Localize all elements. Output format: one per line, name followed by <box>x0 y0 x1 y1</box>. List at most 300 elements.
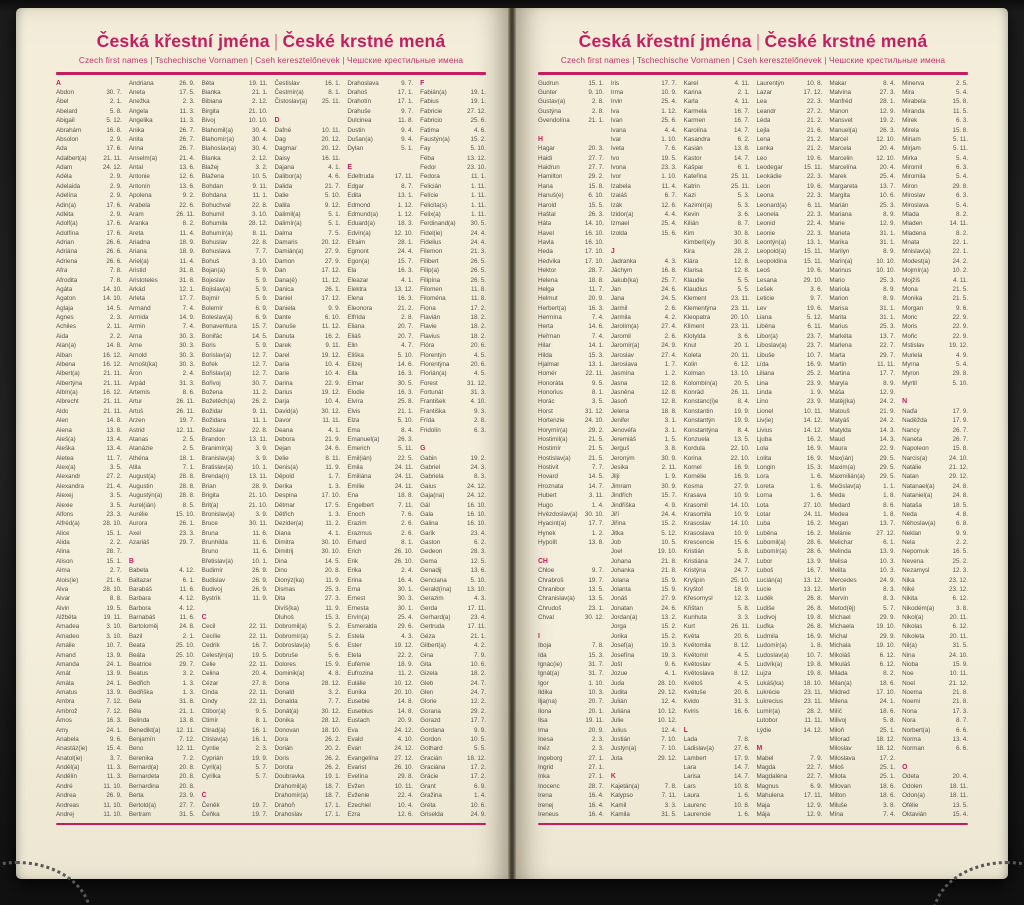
name-entry <box>684 641 750 650</box>
entry-name: Marika <box>829 239 848 247</box>
name-entry <box>902 472 968 481</box>
entry-date: 15. 11. <box>803 164 823 172</box>
name-entry <box>347 266 413 275</box>
name-entry <box>538 238 604 247</box>
entry-name: Jarolím(a) <box>610 323 639 331</box>
name-entry <box>274 219 340 228</box>
name-entry <box>684 219 750 228</box>
entry-name: Boris <box>201 342 216 350</box>
entry-date: 14. 10. <box>730 501 750 509</box>
entry-date: 13. 5. <box>588 595 604 603</box>
name-entry <box>274 707 340 716</box>
entry-name: Luďka <box>756 623 774 631</box>
name-entry <box>902 538 968 547</box>
entry-name: Hana <box>538 182 553 190</box>
entry-name: Běta <box>201 79 215 87</box>
entry-name: Ignát(a) <box>538 670 560 678</box>
name-entry <box>56 472 122 481</box>
name-entry <box>611 107 677 116</box>
name-entry <box>756 435 822 444</box>
name-entry <box>274 538 340 547</box>
entry-date: 9. 7. <box>810 295 823 303</box>
name-entry <box>684 510 750 519</box>
name-entry <box>347 782 413 791</box>
entry-date: 21. 11. <box>103 407 122 415</box>
entry-date: 26. 6. <box>106 248 122 256</box>
section-letter <box>538 135 604 144</box>
entry-name: Atanázie <box>128 445 153 453</box>
entry-name: Marta <box>829 351 846 359</box>
entry-date: 3. 8. <box>664 445 677 453</box>
name-entry <box>202 266 268 275</box>
entry-name: Norma <box>902 735 921 743</box>
entry-date: 16. 1. <box>252 726 268 734</box>
entry-name: Edeltruda <box>347 173 374 181</box>
name-entry <box>756 772 822 781</box>
name-entry <box>829 163 895 172</box>
entry-name: Heřman <box>538 332 561 340</box>
entry-name: Moris <box>902 323 918 331</box>
entry-date: 12. 8. <box>734 267 750 275</box>
entry-name: Nioba <box>902 660 919 668</box>
entry-date: 26. 8. <box>806 604 823 612</box>
name-entry <box>202 322 268 331</box>
entry-name: Leokádie <box>756 173 782 181</box>
entry-name: Ildika <box>538 689 553 697</box>
name-entry <box>902 182 968 191</box>
entry-name: Chrabroš <box>538 576 564 584</box>
entry-name: Oktavián <box>902 810 927 818</box>
name-entry <box>347 97 413 106</box>
entry-date: 7. 11. <box>398 501 414 509</box>
entry-date: 16. 12. <box>102 351 122 359</box>
name-column <box>129 79 195 820</box>
name-entry <box>684 266 750 275</box>
entry-date: 25. 3. <box>879 323 896 331</box>
entry-name: Květa <box>683 632 700 640</box>
entry-date: 2. 6. <box>401 529 414 537</box>
name-entry <box>902 238 968 247</box>
name-entry <box>347 763 413 772</box>
entry-name: Deana <box>274 426 293 434</box>
name-entry <box>902 557 968 566</box>
entry-name: Jiřina <box>610 520 626 528</box>
entry-date: 8. 9. <box>883 248 896 256</box>
entry-name: Lesana <box>756 276 777 284</box>
name-entry <box>902 613 968 622</box>
entry-date: 15. 9. <box>661 576 677 584</box>
entry-date: 25. 2. <box>806 370 823 378</box>
name-entry <box>274 594 340 603</box>
name-entry <box>829 679 895 688</box>
entry-date: 24. 2. <box>952 257 968 265</box>
name-entry <box>538 772 604 781</box>
entry-date: 16. 7. <box>252 642 268 650</box>
name-entry <box>756 379 822 388</box>
entry-date: 9. 7. <box>401 79 414 87</box>
name-entry <box>56 604 122 613</box>
entry-name: Eufrozina <box>347 670 374 678</box>
section-letter-label: G <box>420 445 426 453</box>
name-entry <box>538 482 604 491</box>
entry-date: 18. 10. <box>321 726 341 734</box>
name-entry <box>684 444 750 453</box>
entry-date: 20. 5. <box>734 379 750 387</box>
name-entry <box>829 107 895 116</box>
entry-date: 16. 3. <box>397 370 414 378</box>
entry-name: Lubomil(a) <box>756 539 786 547</box>
name-entry <box>202 688 268 697</box>
entry-name: Divíš(ka) <box>274 604 299 612</box>
entry-date: 19. 11. <box>585 717 604 725</box>
entry-name: Leo <box>756 154 767 162</box>
entry-name: Mnislav(a) <box>902 248 931 256</box>
entry-name: Artur <box>128 398 143 406</box>
entry-date: 8. 6. <box>182 389 195 397</box>
entry-name: Artuš <box>128 407 144 415</box>
name-entry <box>56 772 122 781</box>
entry-name: Baltazar <box>128 576 152 584</box>
entry-name: Axel <box>128 529 141 537</box>
entry-date: 18. 6. <box>879 792 896 800</box>
name-entry <box>56 88 122 97</box>
entry-date: 22. 3. <box>806 173 823 181</box>
entry-name: Ludvík(a) <box>756 660 783 668</box>
entry-name: Gizela <box>420 670 438 678</box>
entry-name: Gerhard(a) <box>420 614 451 622</box>
entry-date: 6. 8. <box>955 520 968 528</box>
name-entry <box>274 135 340 144</box>
entry-name: Alison <box>56 557 73 565</box>
entry-date: 7. 4. <box>591 332 604 340</box>
name-entry <box>202 219 268 228</box>
name-entry <box>274 679 340 688</box>
entry-name: Damon <box>274 257 295 265</box>
entry-date: 11. 3. <box>179 107 195 115</box>
entry-name: Jakub(ka) <box>610 276 639 284</box>
entry-date: 15. 3. <box>806 464 823 472</box>
name-entry <box>56 763 122 772</box>
entry-name: Dominik(a) <box>274 670 305 678</box>
entry-date: 18. 11. <box>949 792 968 800</box>
entry-date: 15. 7. <box>661 492 677 500</box>
entry-date: 23. 3. <box>179 529 195 537</box>
entry-date: 17. 5. <box>324 501 341 509</box>
name-entry <box>274 566 340 575</box>
name-entry <box>420 426 486 435</box>
entry-name: Dezider(a) <box>274 520 304 528</box>
entry-date: 18. 7. <box>324 782 341 790</box>
name-entry <box>129 397 195 406</box>
entry-name: Noema <box>902 689 923 697</box>
name-entry <box>756 660 822 669</box>
entry-date: 3. 11. <box>588 492 604 500</box>
entry-name: Daria <box>274 360 290 368</box>
entry-date: 2. 8. <box>473 417 486 425</box>
entry-name: Alice <box>56 529 70 537</box>
book-gutter <box>508 8 516 879</box>
entry-date: 15. 1. <box>106 557 122 565</box>
entry-date: 7. 12. <box>106 698 122 706</box>
name-entry <box>274 229 340 238</box>
entry-name: Esmeralda <box>347 623 377 631</box>
section-letter-label: C <box>201 614 207 622</box>
name-entry <box>56 482 122 491</box>
entry-name: Myrtil <box>902 379 917 387</box>
name-entry <box>202 772 268 781</box>
entry-name: Hermína <box>538 314 562 322</box>
name-entry <box>129 791 195 800</box>
name-entry <box>274 388 340 397</box>
name-entry <box>684 322 750 331</box>
name-entry <box>274 172 340 181</box>
entry-date: 31. 8. <box>179 276 195 284</box>
entry-name: Laurenc <box>683 801 707 809</box>
entry-name: Jarmila <box>610 314 631 322</box>
name-entry <box>202 482 268 491</box>
name-entry <box>129 407 195 416</box>
name-entry <box>756 360 822 369</box>
entry-date: 25. 10. <box>175 642 195 650</box>
entry-name: Dag <box>274 135 286 143</box>
name-entry <box>538 660 604 669</box>
name-entry <box>420 472 486 481</box>
name-entry <box>202 276 268 285</box>
entry-name: Denis(a) <box>274 464 298 472</box>
name-entry <box>829 501 895 510</box>
entry-name: Čestislav <box>274 79 300 87</box>
entry-name: Andreas <box>56 801 80 809</box>
entry-name: Klára <box>683 257 699 265</box>
entry-date: 29. 10. <box>803 276 823 284</box>
entry-name: Judita <box>610 689 628 697</box>
entry-name: Juliána <box>610 707 631 715</box>
name-entry <box>347 416 413 425</box>
entry-date: 13. 2. <box>661 614 677 622</box>
entry-name: Ignác(ie) <box>538 660 563 668</box>
entry-date: 18. 5. <box>952 501 968 509</box>
entry-date: 24. 6. <box>324 445 341 453</box>
entry-name: Myron <box>902 370 920 378</box>
name-entry <box>684 435 750 444</box>
name-entry <box>202 454 268 463</box>
entry-name: Andělín <box>56 773 78 781</box>
name-entry <box>129 772 195 781</box>
entry-date: 15. 6. <box>661 229 677 237</box>
entry-date: 25. 4. <box>661 98 677 106</box>
entry-date: 27. 1. <box>588 764 604 772</box>
name-entry <box>902 594 968 603</box>
entry-name: Chloe <box>538 567 555 575</box>
entry-name: Emiliána <box>347 473 372 481</box>
entry-date: 1. 2. <box>591 529 604 537</box>
name-entry <box>684 154 750 163</box>
entry-date: 11. 9. <box>325 464 341 472</box>
name-entry <box>129 388 195 397</box>
entry-name: Karina <box>683 89 702 97</box>
name-entry <box>902 313 968 322</box>
name-entry <box>902 379 968 388</box>
entry-name: Leon <box>756 182 771 190</box>
name-entry <box>274 529 340 538</box>
entry-date: 5. 4. <box>955 154 968 162</box>
entry-name: Mína <box>829 810 844 818</box>
name-entry <box>129 576 195 585</box>
entry-date: 9. 3. <box>473 407 486 415</box>
name-entry <box>756 79 822 88</box>
entry-date: 24. 12. <box>467 482 486 490</box>
name-entry <box>129 229 195 238</box>
entry-name: Lara <box>683 764 697 772</box>
name-entry <box>684 622 750 631</box>
name-entry <box>902 135 968 144</box>
entry-name: Izabela <box>610 182 631 190</box>
name-entry <box>538 641 604 650</box>
entry-date: 4. 1. <box>664 670 677 678</box>
entry-name: Eliáš <box>347 332 361 340</box>
name-entry <box>420 463 486 472</box>
name-entry <box>902 669 968 678</box>
entry-date: 8. 11. <box>252 229 268 237</box>
entry-date: 5. 4. <box>955 89 968 97</box>
entry-name: Dita <box>274 595 286 603</box>
entry-date: 4. 5. <box>473 351 486 359</box>
entry-date: 30. 5. <box>397 379 414 387</box>
entry-date: 28. 12. <box>321 679 341 687</box>
entry-name: Elvis <box>347 407 361 415</box>
entry-date: 26. 10. <box>394 557 414 565</box>
name-entry <box>902 257 968 266</box>
entry-name: Bibiana <box>201 98 223 106</box>
name-entry <box>538 735 604 744</box>
entry-name: Josef(a) <box>610 642 634 650</box>
entry-name: Noel <box>902 679 915 687</box>
name-entry <box>902 688 968 697</box>
name-entry <box>347 566 413 575</box>
entry-date: 16. 10. <box>467 501 486 509</box>
entry-name: Aglaja <box>56 304 74 312</box>
entry-date: 11. 6. <box>252 529 268 537</box>
entry-date: 11. 3. <box>106 773 122 781</box>
entry-date: 17. 10. <box>321 492 341 500</box>
entry-date: 7. 11. <box>661 792 677 800</box>
entry-name: Čistoslav(a) <box>274 98 308 106</box>
entry-name: Adin(a) <box>56 201 76 209</box>
entry-date: 23. 12. <box>949 576 968 584</box>
entry-name: Nil(a) <box>902 642 917 650</box>
name-entry <box>202 201 268 210</box>
entry-date: 1. 6. <box>737 810 750 818</box>
entry-name: Květoslav <box>683 660 711 668</box>
name-entry <box>56 182 122 191</box>
entry-name: Nikita <box>902 595 918 603</box>
entry-date: 4. 7. <box>401 342 414 350</box>
entry-date: 21. 9. <box>324 435 341 443</box>
entry-name: Albrecht <box>56 398 79 406</box>
entry-name: Kašpar <box>683 164 704 172</box>
name-entry <box>756 594 822 603</box>
entry-name: Iboja <box>538 642 552 650</box>
entry-name: Gothard <box>420 745 443 753</box>
entry-date: 4. 6. <box>473 126 486 134</box>
entry-date: 4. 1. <box>328 529 341 537</box>
name-entry <box>756 126 822 135</box>
name-entry <box>829 322 895 331</box>
entry-name: Alexej <box>56 492 73 500</box>
entry-name: Leopoldina <box>756 257 787 265</box>
entry-name: Miriam <box>902 135 921 143</box>
entry-date: 10. 8. <box>734 801 750 809</box>
entry-date: 15. 1. <box>106 529 122 537</box>
entry-date: 27. 7. <box>588 154 604 162</box>
name-entry <box>202 369 268 378</box>
entry-date: 12. 7. <box>252 360 268 368</box>
name-entry <box>129 651 195 660</box>
name-entry <box>538 744 604 753</box>
name-entry <box>56 229 122 238</box>
entry-name: Mariana <box>829 210 852 218</box>
name-entry <box>829 172 895 181</box>
name-entry <box>684 407 750 416</box>
entry-date: 2. 9. <box>109 192 122 200</box>
name-entry <box>684 491 750 500</box>
entry-name: Gilbert(a) <box>420 642 446 650</box>
entry-name: Bystrík <box>201 595 221 603</box>
entry-date: 2. 9. <box>109 173 122 181</box>
entry-name: Evžen <box>347 782 365 790</box>
entry-date: 26. 9. <box>106 792 122 800</box>
entry-name: Emerich <box>347 445 371 453</box>
name-entry <box>420 651 486 660</box>
entry-name: Květomír <box>683 651 709 659</box>
entry-name: Klaudius <box>683 285 708 293</box>
entry-date: 12. 8. <box>661 389 677 397</box>
name-entry <box>611 454 677 463</box>
entry-name: Korina <box>683 454 702 462</box>
entry-date: 28. 10. <box>102 585 122 593</box>
name-entry <box>202 210 268 219</box>
entry-date: 5. 1. <box>328 220 341 228</box>
entry-date: 20. 9. <box>397 717 414 725</box>
entry-date: 7. 2. <box>182 754 195 762</box>
entry-name: Alexandra <box>56 482 84 490</box>
name-entry <box>274 810 340 819</box>
entry-date: 26. 11. <box>176 407 195 415</box>
entry-date: 28. 6. <box>806 539 823 547</box>
entry-name: Fedora <box>420 173 440 181</box>
name-entry <box>538 782 604 791</box>
entry-date: 17. 7. <box>179 295 195 303</box>
name-entry <box>538 679 604 688</box>
entry-date: 15. 7. <box>397 257 414 265</box>
entry-name: Justián <box>610 735 631 743</box>
name-entry <box>347 126 413 135</box>
entry-date: 16. 5. <box>952 548 968 556</box>
entry-date: 15. 10. <box>175 510 195 518</box>
entry-date: 5. 9. <box>255 342 268 350</box>
entry-date: 9. 7. <box>591 567 604 575</box>
entry-name: Dolores <box>274 660 296 668</box>
entry-date: 16. 4. <box>397 576 414 584</box>
entry-date: 8. 4. <box>401 426 414 434</box>
entry-name: Bohumil <box>201 210 225 218</box>
entry-date: 17. 9. <box>952 407 968 415</box>
name-entry <box>756 697 822 706</box>
entry-name: Izaiáš <box>610 192 627 200</box>
entry-name: Nina <box>902 651 915 659</box>
entry-date: 26. 7. <box>179 135 195 143</box>
entry-name: Martina <box>829 370 850 378</box>
